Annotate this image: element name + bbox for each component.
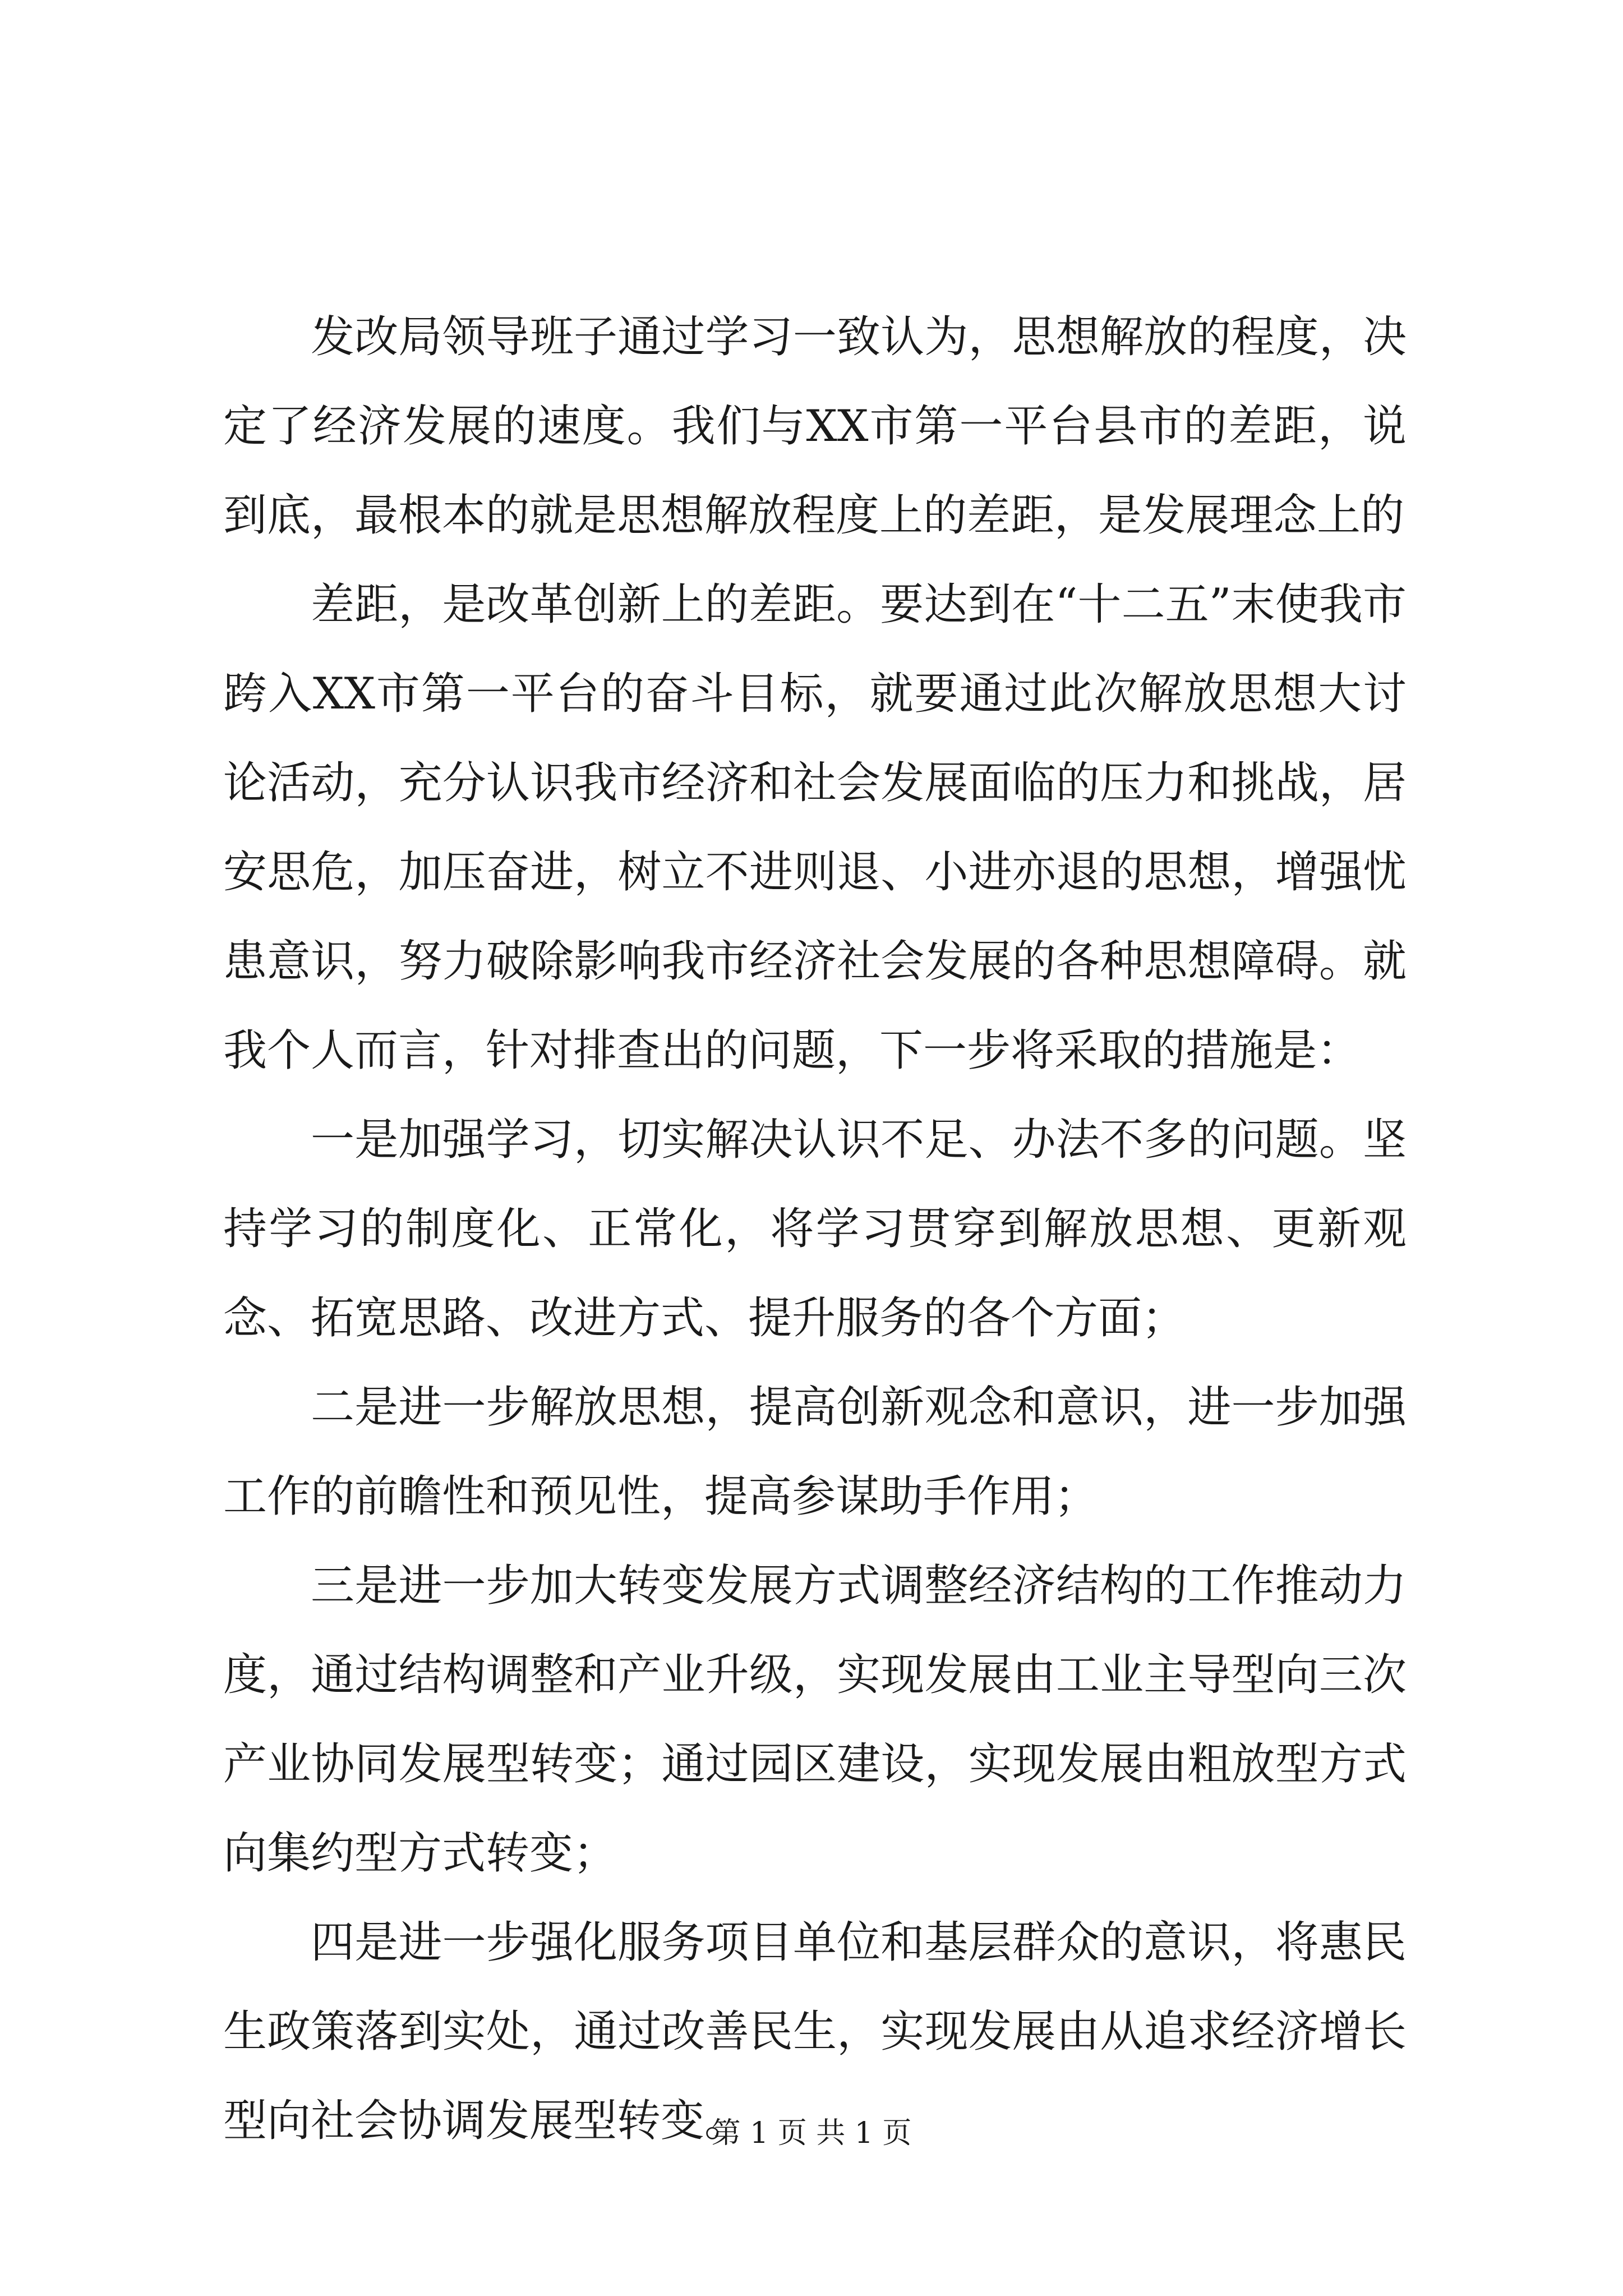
- page-footer: 第 1 页 共 1 页: [711, 2116, 912, 2150]
- paragraph-1: 发改局领导班子通过学习一致认为，思想解放的程度，决定了经济发展的速度。我们与XX市第一平台县市的差距，说到底，最根本的就是思想解放程度上的差距，是发展理念上的: [223, 312, 1407, 541]
- paragraph-6: 四是进一步强化服务项目单位和基层群众的意识，将惠民生政策落到实处，通过改善民生，实现发展由从追求经济增长型向社会协调发展型转变。: [223, 1917, 1407, 2146]
- paragraph-3: 一是加强学习，切实解决认识不足、办法不多的问题。坚持学习的制度化、正常化，将学习贯穿到解放思想、更新观念、拓宽思路、改进方式、提升服务的各个方面；: [223, 1115, 1407, 1343]
- document-body: [223, 293, 1407, 2166]
- paragraph-5: 三是进一步加大转变发展方式调整经济结构的工作推动力度，通过结构调整和产业升级，实现发展由工业主导型向三次产业协同发展型转变；通过园区建设，实现发展由粗放型方式向集约型方式转变；: [223, 1561, 1407, 1879]
- paragraph-4: 二是进一步解放思想，提高创新观念和意识，进一步加强工作的前瞻性和预见性，提高参谋助手作用；: [223, 1382, 1407, 1522]
- paragraph-2: 差距，是改革创新上的差距。要达到在“十二五”末使我市跨入XX市第一平台的奋斗目标，就要通过此次解放思想大讨论活动，充分认识我市经济和社会发展面临的压力和挑战，居安思危，加压奋进，树立不进则退、小进亦退的思想，增强忧患意识，努力破除影响我市经济社会发展的各种思想障碍。就我个人而言，针对排查出的问题，下一步将采取的措施是：: [223, 579, 1407, 1076]
